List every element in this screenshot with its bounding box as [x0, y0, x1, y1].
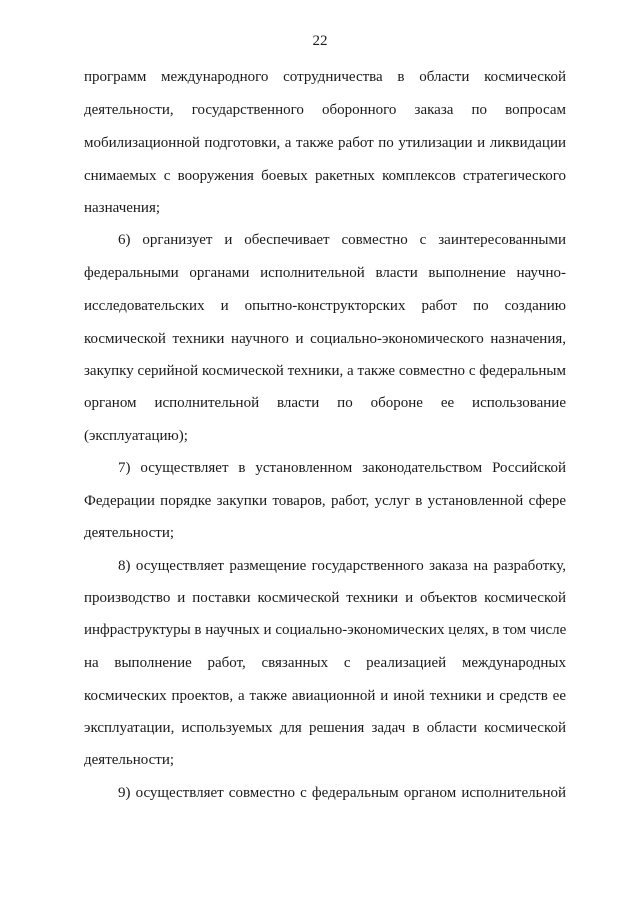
text-line: 7) осуществляет в установленном законодательством Российской — [118, 460, 566, 476]
text-line: закупку серийной космической техники, а также совместно с федеральным — [84, 363, 566, 379]
text-line: федеральными органами исполнительной власти выполнение научно- — [84, 265, 566, 281]
page-number: 22 — [312, 33, 328, 49]
text-line: Федерации порядке закупки товаров, работ, услуг в установленной сфере — [84, 493, 566, 509]
text-line: снимаемых с вооружения боевых ракетных комплексов стратегического — [84, 168, 566, 184]
text-line: (эксплуатацию); — [84, 428, 188, 444]
text-line: космической техники научного и социально-экономического назначения, — [84, 331, 566, 347]
text-line: назначения; — [84, 200, 161, 216]
text-line: на выполнение работ, связанных с реализацией международных — [84, 655, 566, 671]
text-line: 6) организует и обеспечивает совместно с заинтересованными — [118, 232, 566, 248]
text-line: инфраструктуры в научных и социально-экономических целях, в том числе — [84, 622, 567, 638]
text-line: деятельности; — [84, 752, 175, 768]
text-line: 9) осуществляет совместно с федеральным органом исполнительной — [118, 785, 566, 801]
text-line: деятельности; — [84, 525, 175, 541]
text-line: эксплуатации, используемых для решения задач в области космической — [84, 720, 566, 736]
text-line: 8) осуществляет размещение государственного заказа на разработку, — [118, 558, 566, 574]
text-line: деятельности, государственного оборонного заказа по вопросам — [84, 102, 566, 118]
text-line: производство и поставки космической техники и объектов космической — [84, 590, 566, 606]
text-line: органом исполнительной власти по обороне ее использование — [84, 395, 566, 411]
text-line: программ международного сотрудничества в области космической — [84, 69, 566, 85]
text-line: мобилизационной подготовки, а также работ по утилизации и ликвидации — [84, 135, 566, 151]
text-line: космических проектов, а также авиационной и иной техники и средств ее — [84, 688, 566, 704]
text-line: исследовательских и опытно-конструкторских работ по созданию — [84, 298, 566, 314]
